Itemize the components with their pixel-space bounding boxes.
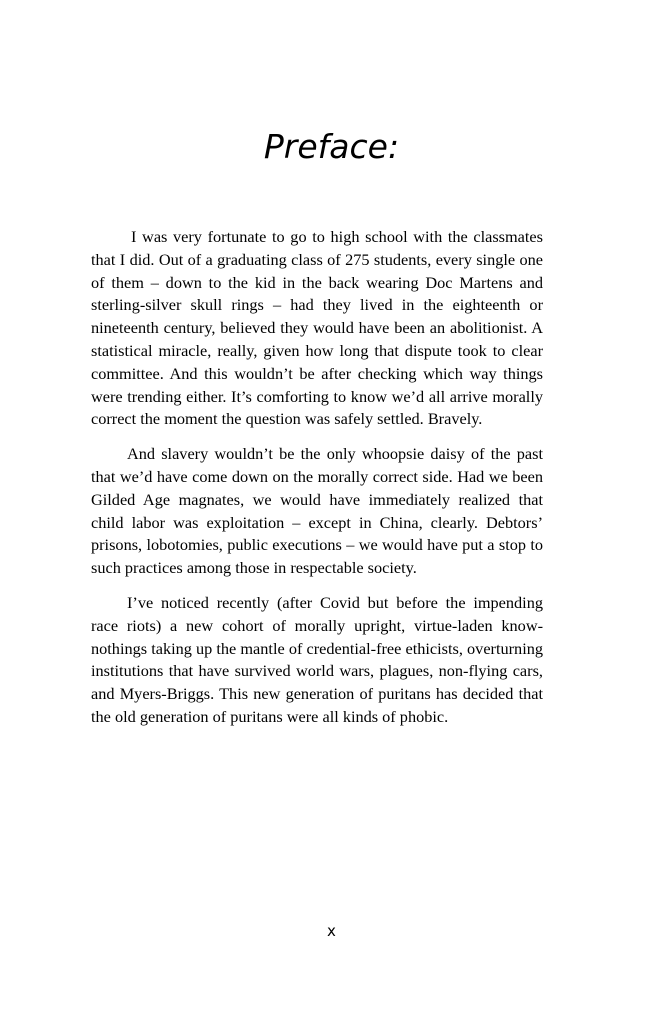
paragraph: I was very fortunate to go to high school with the classmates that I did. Out of a graduating class of 275 students, every single one of them – down to the kid in the back wearing Doc Martens and sterling-silver skull rings – had they lived in the eighteenth or nineteenth century, believed they would have been an abolitionist. A statistical miracle, really, given how long that dispute took to clear committee. And this wouldn’t be after checking which way things were trending either. It’s comforting to know we’d all arrive morally correct the moment the question was safely settled. Bravely. [91,227,543,429]
page-number: x [327,922,336,940]
body-text [91,226,543,741]
paragraph: And slavery wouldn’t be the only whoopsie daisy of the past that we’d have come down on the morally correct side. Had we been Gilded Age magnates, we would have immediately realized that child labor was exploitation – except in China, clearly. Debtors’ prisons, lobotomies, public executions – we would have put a stop to such practices among those in respectable society. [91,444,543,578]
chapter-title: Preface: [263,127,400,166]
paragraph: I’ve noticed recently (after Covid but before the impending race riots) a new cohort of morally upright, virtue-laden know-nothings taking up the mantle of credential-free ethicists, overturning institutions that have survived world wars, plagues, non-flying cars, and Myers-Briggs. This new generation of puritans has decided that the old generation of puritans were all kinds of phobic. [91,592,543,726]
